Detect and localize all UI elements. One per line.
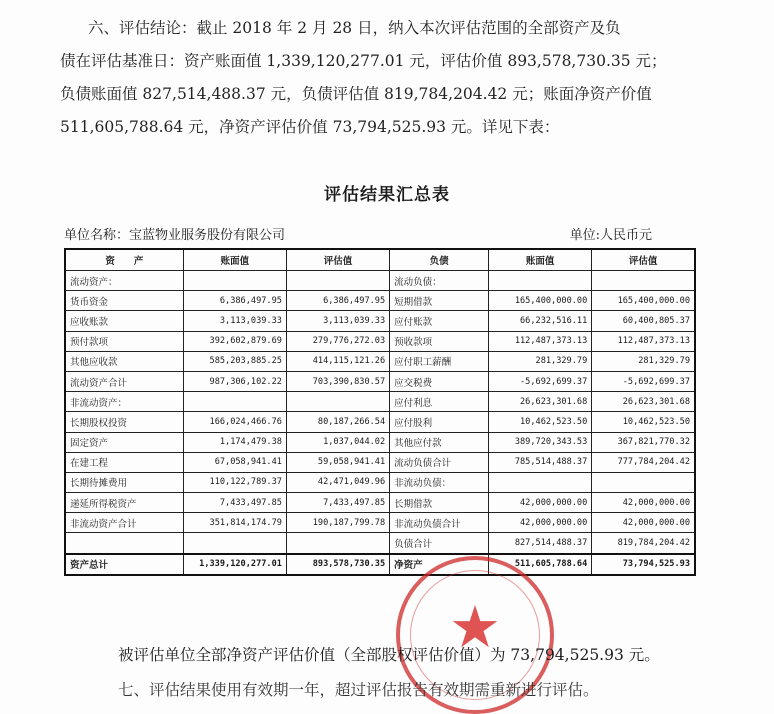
asset-book-value: 392,602,879.69: [183, 331, 286, 351]
liability-book-value: [489, 271, 592, 291]
asset-eval-value: 7,433,497.85: [286, 493, 389, 513]
conclusion-line-4: 511,605,788.64 元，净资产评估价值 73,794,525.93 元。详见下表：: [60, 118, 560, 136]
asset-book-value: 3,113,039.33: [183, 311, 286, 331]
table-row: [65, 291, 695, 311]
liability-book-value: 165,400,000.00: [489, 291, 592, 311]
conclusion-line-3: 负债账面值 827,514,488.37 元，负债评估值 819,784,204.42 元；账面净资产价值: [60, 85, 652, 103]
asset-eval-value: 3,113,039.33: [286, 311, 389, 331]
total-liability-book: 511,605,788.64: [489, 554, 592, 575]
liability-book-value: 10,462,523.50: [489, 412, 592, 432]
liability-book-value: 42,000,000.00: [489, 493, 592, 513]
asset-book-value: [183, 392, 286, 412]
asset-book-value: 110,122,789.37: [183, 472, 286, 492]
total-asset-label: 资产总计: [65, 554, 183, 575]
asset-book-value: 351,814,174.79: [183, 513, 286, 533]
header-asset-eval: 评估值: [286, 249, 389, 271]
asset-item-label: 固定资产: [65, 432, 183, 452]
asset-eval-value: 80,187,266.54: [286, 412, 389, 432]
asset-eval-value: 414,115,121.26: [286, 351, 389, 371]
unit-currency: 单位:人民币元: [569, 228, 652, 243]
table-row: [65, 271, 695, 291]
asset-item-label: 长期股权投资: [65, 412, 183, 432]
asset-item-label: 预付款项: [65, 331, 183, 351]
table-row: [65, 311, 695, 331]
liability-eval-value: 42,000,000.00: [592, 493, 695, 513]
liability-eval-value: 165,400,000.00: [592, 291, 695, 311]
asset-book-value: 166,024,466.76: [183, 412, 286, 432]
asset-eval-value: 42,471,049.96: [286, 472, 389, 492]
footer-next-line: 七、评估结果使用有效期一年，超过评估报告有效期需重新进行评估。: [118, 681, 599, 699]
asset-eval-value: [286, 533, 389, 554]
liability-book-value: 785,514,488.37: [489, 452, 592, 472]
liability-eval-value: 26,623,301.68: [592, 392, 695, 412]
liability-eval-value: 42,000,000.00: [592, 513, 695, 533]
table-row: [65, 351, 695, 371]
liability-item-label: 短期借款: [390, 291, 489, 311]
liability-eval-value: 367,821,770.32: [592, 432, 695, 452]
liability-item-label: 应交税费: [390, 371, 489, 391]
header-asset: 资 产: [65, 249, 183, 271]
table-row: [65, 452, 695, 472]
total-asset-book: 1,339,120,277.01: [183, 554, 286, 575]
asset-book-value: 67,058,941.41: [183, 452, 286, 472]
asset-item-label: [65, 533, 183, 554]
liability-eval-value: [592, 472, 695, 492]
liability-eval-value: 60,400,805.37: [592, 311, 695, 331]
asset-item-label: 非流动资产合计: [65, 513, 183, 533]
table-header-row: [65, 249, 695, 271]
summary-table: [64, 248, 696, 576]
asset-eval-value: [286, 271, 389, 291]
liability-item-label: 负债合计: [390, 533, 489, 554]
table-row: [65, 513, 695, 533]
liability-book-value: 66,232,516.11: [489, 311, 592, 331]
asset-book-value: 1,174,479.38: [183, 432, 286, 452]
liability-book-value: [489, 472, 592, 492]
asset-item-label: 非流动资产：: [65, 392, 183, 412]
footer-conclusion: 被评估单位全部净资产评估价值（全部股权评估价值）为 73,794,525.93 元。: [118, 646, 660, 664]
header-asset-book: 账面值: [183, 249, 286, 271]
liability-book-value: 389,720,343.53: [489, 432, 592, 452]
liability-eval-value: -5,692,699.37: [592, 371, 695, 391]
asset-item-label: 流动资产：: [65, 271, 183, 291]
seal-star-icon: ★: [449, 593, 501, 661]
liability-item-label: 长期借款: [390, 493, 489, 513]
asset-item-label: 在建工程: [65, 452, 183, 472]
conclusion-paragraph: [60, 12, 700, 144]
liability-book-value: 281,329.79: [489, 351, 592, 371]
asset-book-value: 585,203,885.25: [183, 351, 286, 371]
liability-item-label: 应付股利: [390, 412, 489, 432]
liability-item-label: 流动负债：: [390, 271, 489, 291]
total-liability-eval: 73,794,525.93: [592, 554, 695, 575]
table-row: [65, 432, 695, 452]
total-liability-label: 净资产: [390, 554, 489, 575]
asset-eval-value: 279,776,272.03: [286, 331, 389, 351]
table-row: [65, 371, 695, 391]
asset-eval-value: 190,187,799.78: [286, 513, 389, 533]
asset-item-label: 长期待摊费用: [65, 472, 183, 492]
liability-eval-value: [592, 271, 695, 291]
total-row: [65, 554, 695, 575]
liability-item-label: 流动负债合计: [390, 452, 489, 472]
asset-item-label: 其他应收款: [65, 351, 183, 371]
asset-item-label: 流动资产合计: [65, 371, 183, 391]
liability-eval-value: 819,784,204.42: [592, 533, 695, 554]
conclusion-line-1: 六、评估结论：截止 2018 年 2 月 28 日，纳入本次评估范围的全部资产及负: [88, 19, 621, 37]
asset-book-value: 987,306,102.22: [183, 371, 286, 391]
asset-eval-value: 703,390,830.57: [286, 371, 389, 391]
table-title: 评估结果汇总表: [324, 185, 450, 205]
liability-item-label: 其他应付款: [390, 432, 489, 452]
asset-eval-value: [286, 392, 389, 412]
asset-item-label: 递延所得税资产: [65, 493, 183, 513]
asset-eval-value: 59,058,941.41: [286, 452, 389, 472]
liability-eval-value: 112,487,373.13: [592, 331, 695, 351]
header-liability: 负债: [390, 249, 489, 271]
asset-item-label: 应收账款: [65, 311, 183, 331]
table-row: [65, 472, 695, 492]
liability-book-value: 42,000,000.00: [489, 513, 592, 533]
liability-book-value: 827,514,488.37: [489, 533, 592, 554]
table-row: [65, 533, 695, 554]
liability-book-value: -5,692,699.37: [489, 371, 592, 391]
asset-eval-value: 1,037,044.02: [286, 432, 389, 452]
liability-eval-value: 10,462,523.50: [592, 412, 695, 432]
liability-item-label: 应付账款: [390, 311, 489, 331]
table-row: [65, 392, 695, 412]
liability-item-label: 非流动负债合计: [390, 513, 489, 533]
liability-eval-value: 777,784,204.42: [592, 452, 695, 472]
liability-book-value: 26,623,301.68: [489, 392, 592, 412]
asset-eval-value: 6,386,497.95: [286, 291, 389, 311]
liability-item-label: 应付利息: [390, 392, 489, 412]
table-row: [65, 331, 695, 351]
asset-book-value: 6,386,497.95: [183, 291, 286, 311]
total-asset-eval: 893,578,730.35: [286, 554, 389, 575]
liability-book-value: 112,487,373.13: [489, 331, 592, 351]
asset-item-label: 货币资金: [65, 291, 183, 311]
header-liability-book: 账面值: [489, 249, 592, 271]
asset-book-value: 7,433,497.85: [183, 493, 286, 513]
liability-item-label: 预收款项: [390, 331, 489, 351]
liability-item-label: 应付职工薪酬: [390, 351, 489, 371]
unit-name: 单位名称：宝蓝物业服务股份有限公司: [64, 228, 286, 243]
table-row: [65, 493, 695, 513]
asset-book-value: [183, 271, 286, 291]
asset-book-value: [183, 533, 286, 554]
liability-eval-value: 281,329.79: [592, 351, 695, 371]
header-liability-eval: 评估值: [592, 249, 695, 271]
table-row: [65, 412, 695, 432]
liability-item-label: 非流动负债：: [390, 472, 489, 492]
conclusion-line-2: 债在评估基准日：资产账面值 1,339,120,277.01 元，评估价值 893,578,730.35 元；: [60, 52, 667, 70]
